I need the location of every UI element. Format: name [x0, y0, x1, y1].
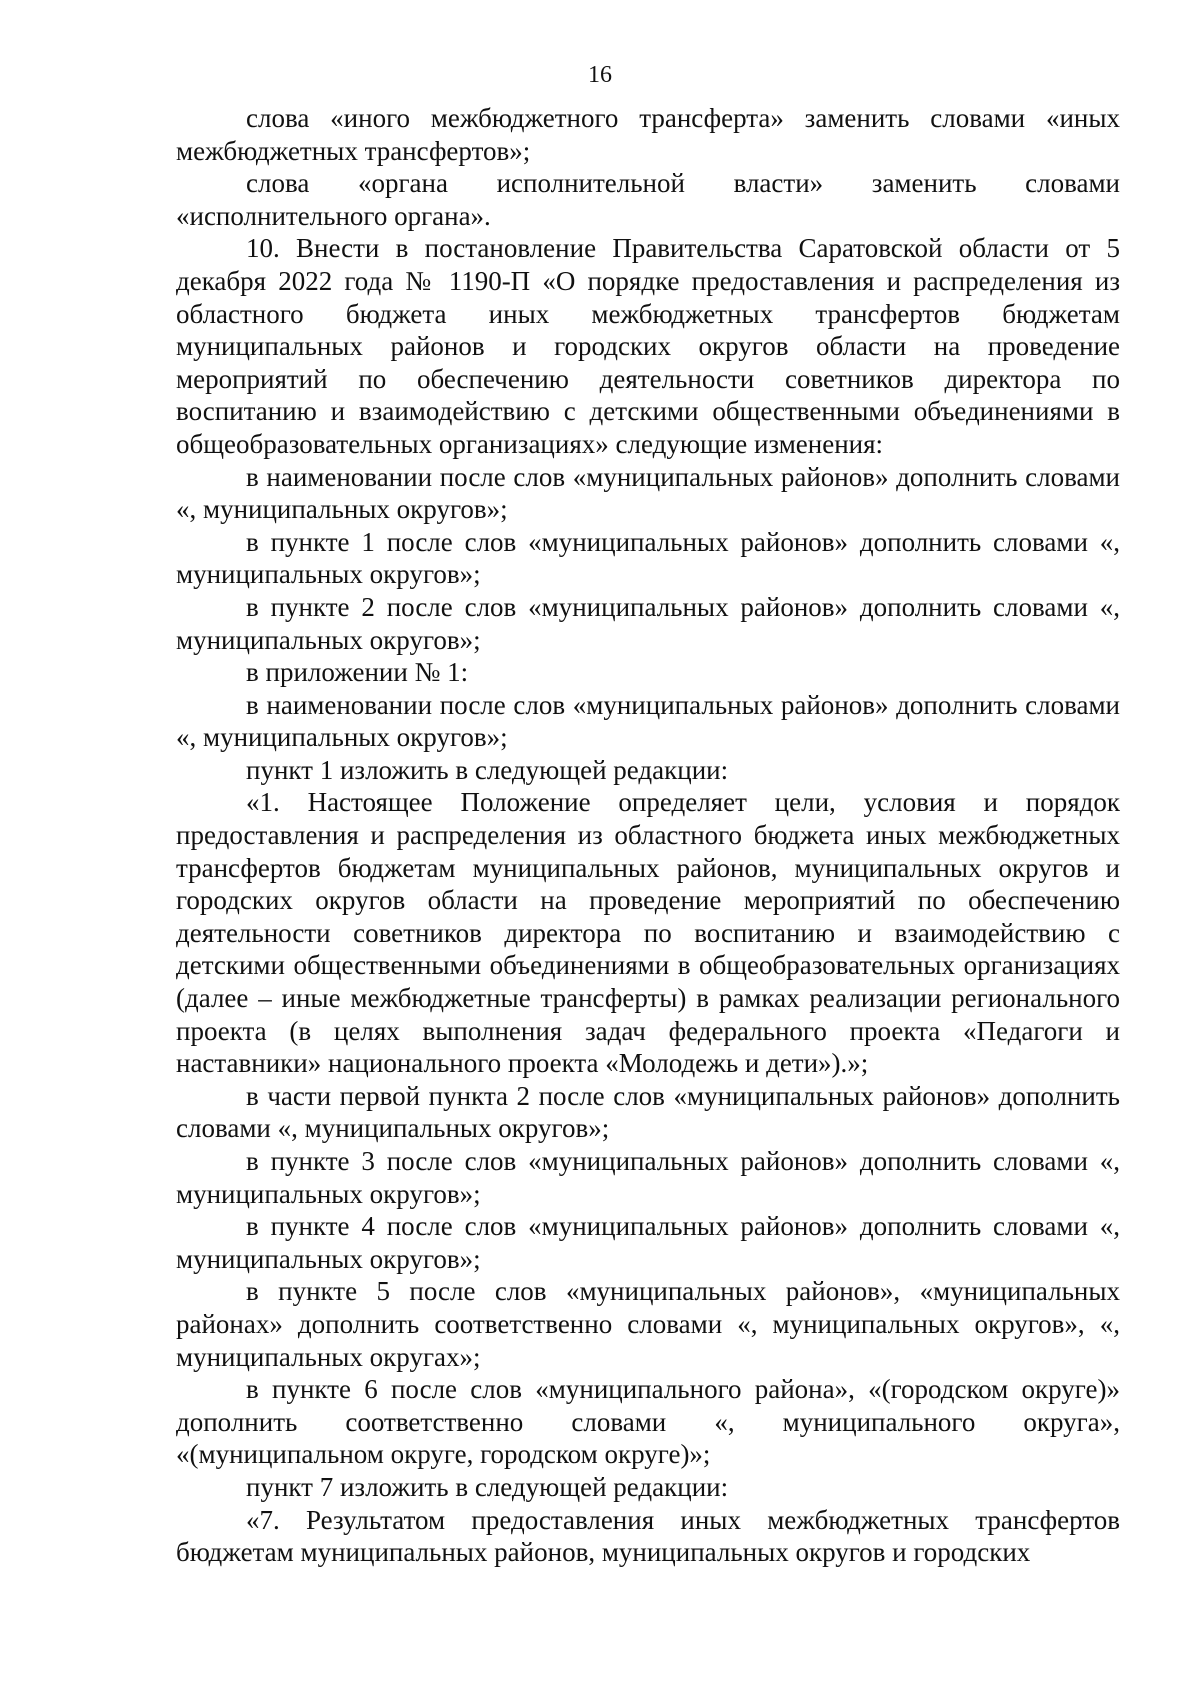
- paragraph: в пункте 4 после слов «муниципальных районов» дополнить словами «, муниципальных округов»;: [176, 1211, 1120, 1274]
- paragraph: в пункте 3 после слов «муниципальных районов» дополнить словами «, муниципальных округов»;: [176, 1146, 1120, 1209]
- paragraph: в пункте 1 после слов «муниципальных районов» дополнить словами «, муниципальных округов»;: [176, 526, 1120, 590]
- document-body: [176, 102, 1120, 1569]
- paragraph: в пункте 5 после слов «муниципальных районов», «муниципальных районах» дополнить соответственно словами «, муниципальных округов», «, муниципальных округах»;: [176, 1276, 1120, 1372]
- paragraph: в пункте 2 после слов «муниципальных районов» дополнить словами «, муниципальных округов»;: [176, 591, 1120, 655]
- paragraph: в приложении № 1:: [246, 657, 469, 688]
- paragraph: в наименовании после слов «муниципальных районов» дополнить словами «, муниципальных округов»;: [176, 689, 1120, 753]
- paragraph: в части первой пункта 2 после слов «муниципальных районов» дополнить словами «, муниципальных округов»;: [176, 1080, 1120, 1144]
- paragraph: в пункте 6 после слов «муниципального района», «(городском округе)» дополнить соответственно словами «, муниципального округа», «(муниципальном округе, городском округе)»;: [176, 1374, 1120, 1470]
- paragraph: слова «иного межбюджетного трансферта» заменить словами «иных межбюджетных трансфертов»;: [176, 103, 1120, 166]
- paragraph: в наименовании после слов «муниципальных районов» дополнить словами «, муниципальных округов»;: [176, 461, 1120, 525]
- page-number: 16: [588, 62, 612, 88]
- paragraph: пункт 7 изложить в следующей редакции:: [246, 1471, 729, 1502]
- paragraph: пункт 1 изложить в следующей редакции:: [246, 754, 729, 785]
- paragraph: «7. Результатом предоставления иных межбюджетных трансфертов бюджетам муниципальных районов, муниципальных округов и городских: [176, 1504, 1120, 1568]
- paragraph: «1. Настоящее Положение определяет цели, условия и порядок предоставления и распределения из областного бюджета иных межбюджетных трансфертов бюджетам муниципальных районов, муниципальных округов и городских округов области на проведение мероприятий по обеспечению деятельности советников директора по воспитанию и взаимодействию с детскими общественными объединениями в общеобразовательных организациях (далее – иные межбюджетные трансферты) в рамках реализации регионального проекта (в целях выполнения задач федерального проекта «Педагоги и наставники» национального проекта «Молодежь и дети»).»;: [176, 787, 1120, 1079]
- paragraph: слова «органа исполнительной власти» заменить словами «исполнительного органа».: [176, 168, 1120, 231]
- paragraph: 10. Внести в постановление Правительства Саратовской области от 5 декабря 2022 года № 1190-П «О порядке предоставления и распределения из областного бюджета иных межбюджетных трансфертов бюджетам муниципальных районов и городских округов области на проведение мероприятий по обеспечению деятельности советников директора по воспитанию и взаимодействию с детскими общественными объединениями в общеобразовательных организациях» следующие изменения:: [176, 233, 1120, 459]
